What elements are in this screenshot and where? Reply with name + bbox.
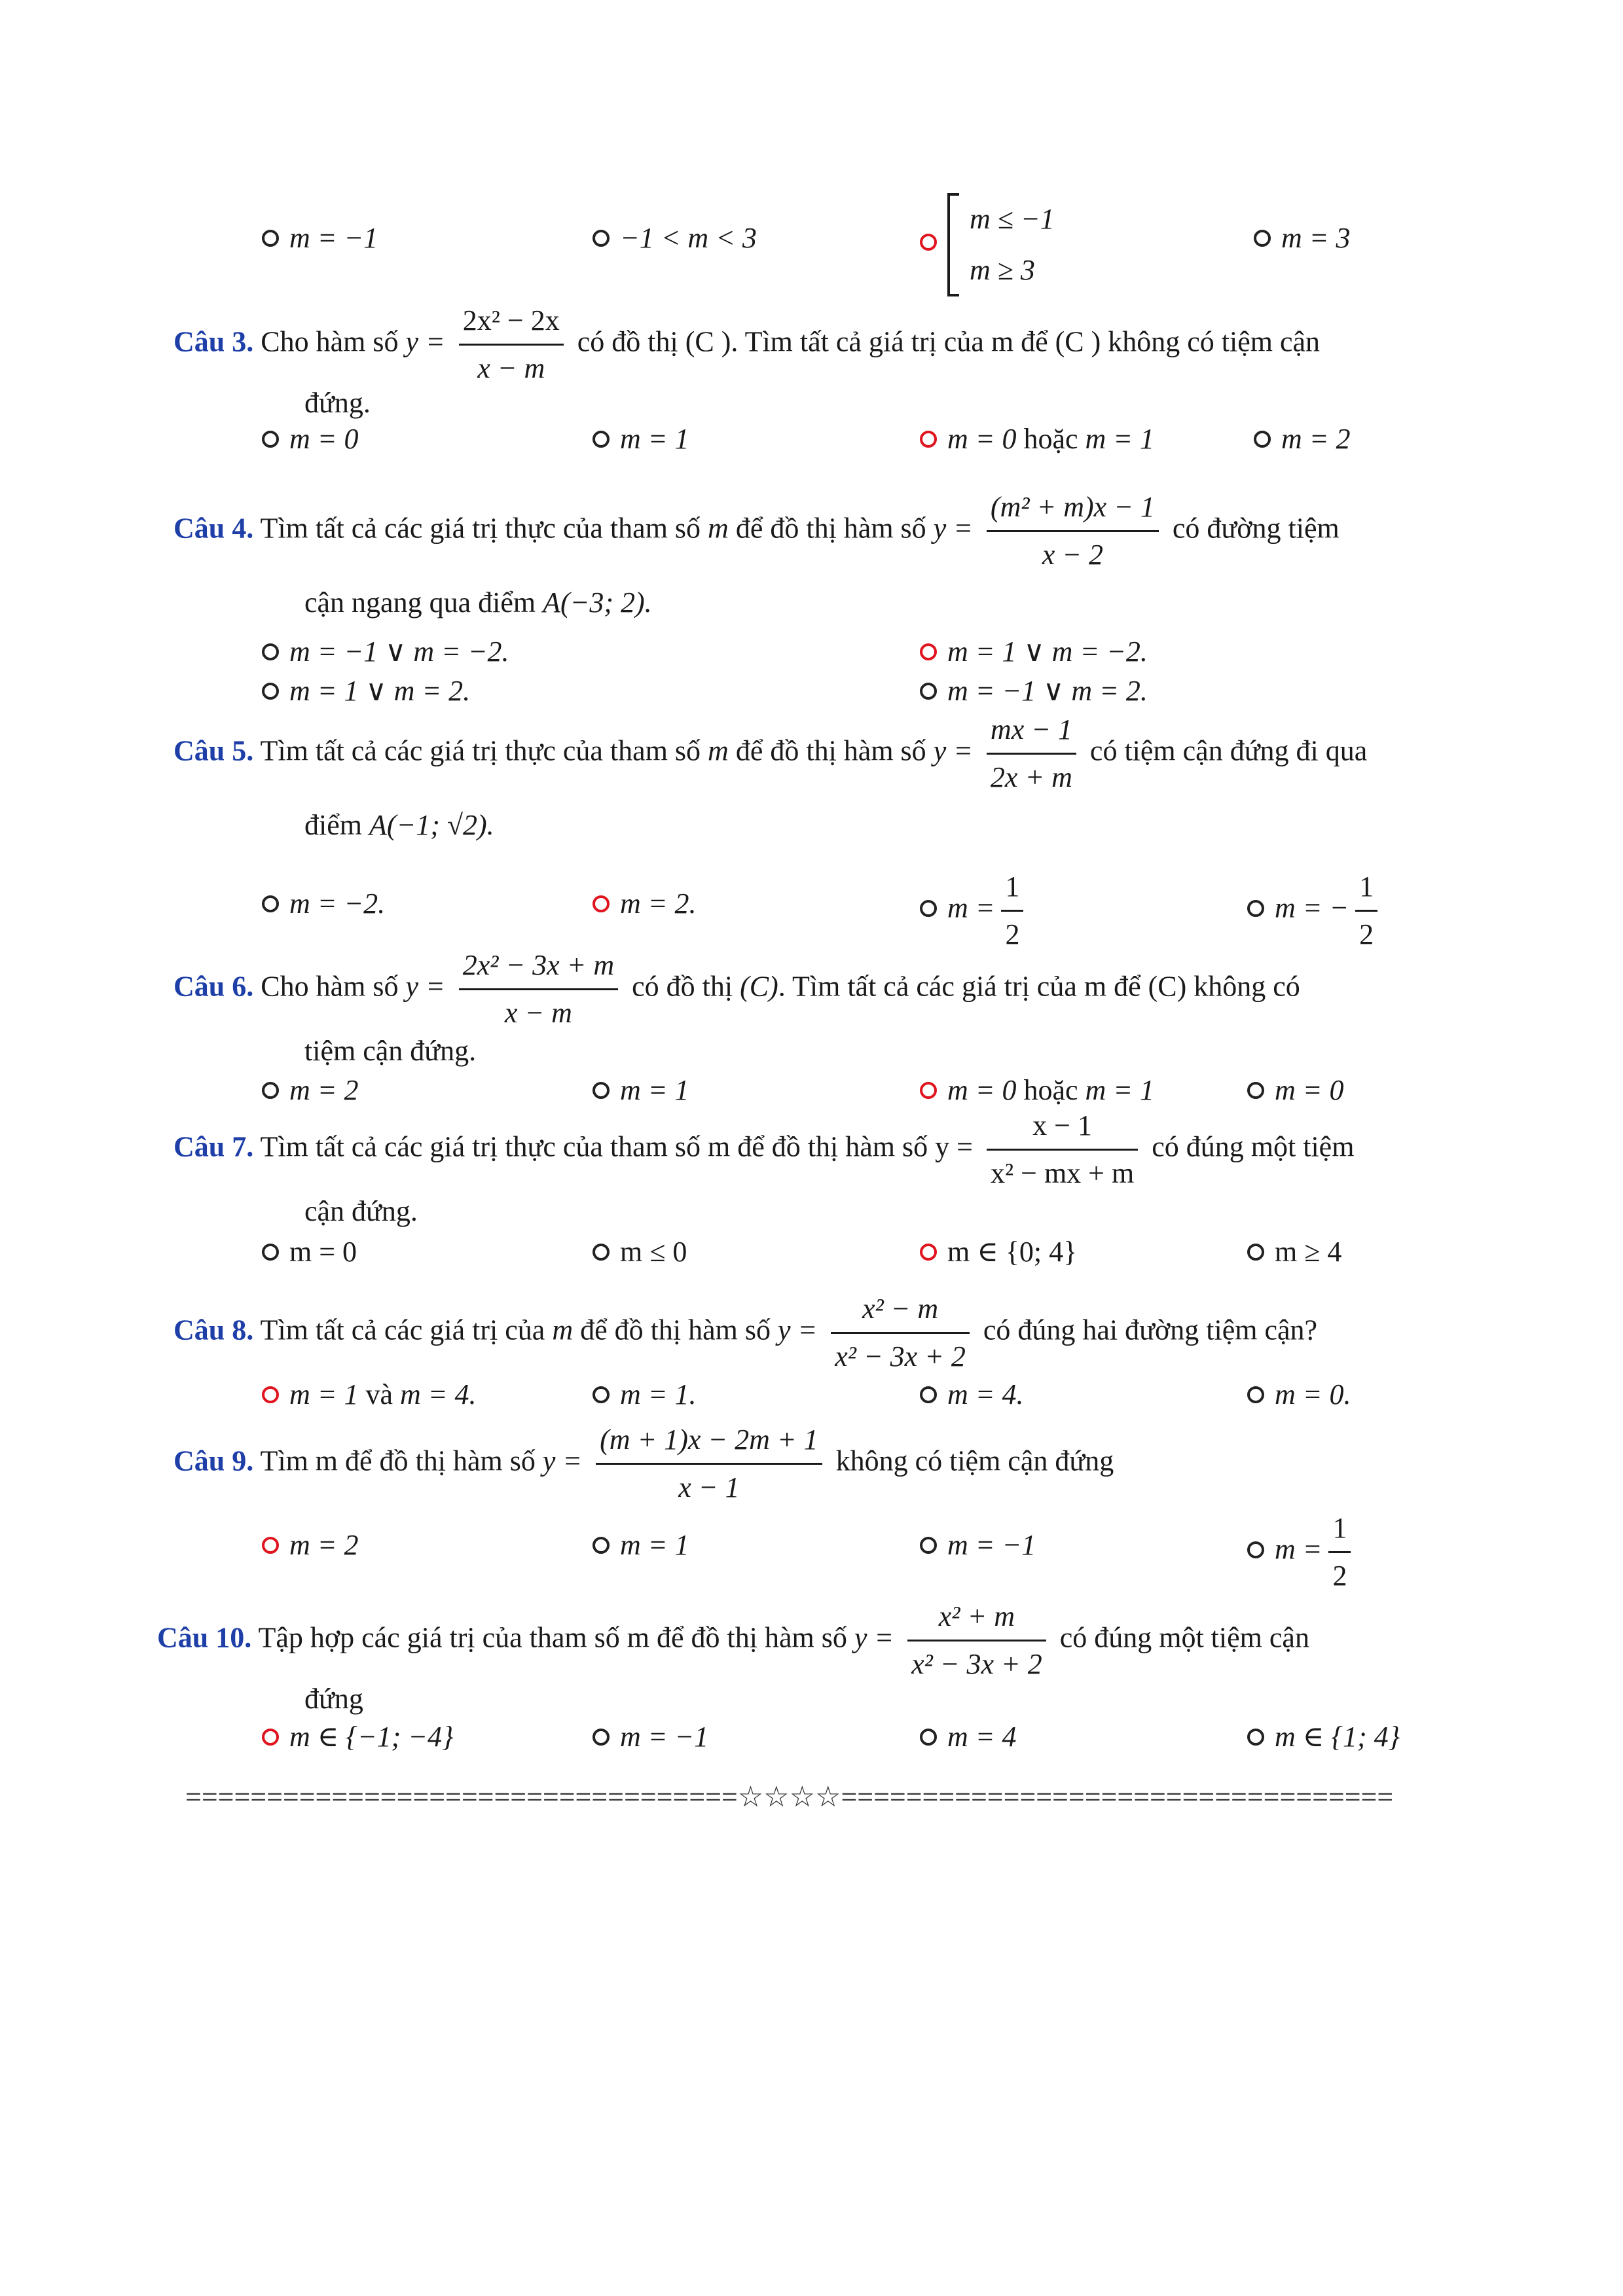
radio-icon	[1247, 1082, 1264, 1099]
question-text: Tìm tất cả các giá trị thực của tham số	[260, 512, 701, 545]
option-text: m = −1 ∨ m = −2.	[289, 636, 509, 668]
radio-icon	[593, 431, 610, 448]
question-label: Câu 5.	[173, 734, 254, 767]
option-c[interactable]	[262, 674, 470, 708]
variable: m	[708, 512, 729, 545]
option-c[interactable]	[920, 1073, 1154, 1107]
option-text: m = 0	[289, 1236, 357, 1268]
fraction	[1328, 1505, 1351, 1599]
option-c[interactable]	[920, 1720, 1016, 1753]
option-text: −1 < m < 3	[620, 222, 757, 254]
question-continuation	[304, 808, 494, 842]
question-text: có đồ thị (C ). Tìm tất cả giá trị của m để (C ) không có tiệm cận	[577, 325, 1321, 358]
fraction	[831, 1286, 970, 1380]
option-a[interactable]	[262, 221, 378, 255]
numerator: 1	[1001, 864, 1023, 912]
option-text: m = 2	[289, 1074, 359, 1106]
section-separator: ==================================☆☆☆☆==================================	[185, 1781, 1394, 1813]
question-text: có đúng hai đường tiệm cận?	[983, 1314, 1318, 1346]
question-8	[173, 1286, 1317, 1380]
fraction	[987, 484, 1159, 578]
question-label: Câu 6.	[173, 970, 254, 1003]
variable: m	[552, 1314, 574, 1346]
option-a[interactable]	[262, 422, 358, 456]
question-7	[173, 1103, 1354, 1196]
numerator: x − 1	[987, 1103, 1138, 1151]
radio-icon	[262, 1082, 279, 1099]
option-text: m = 2.	[620, 888, 697, 920]
option-text: m =	[947, 891, 995, 924]
question-label: Câu 4.	[173, 512, 254, 545]
denominator: x − m	[504, 997, 572, 1029]
question-text: để đồ thị hàm số	[735, 734, 926, 767]
option-text: m ∈ {1; 4}	[1275, 1721, 1400, 1753]
denominator: x − 2	[1042, 539, 1104, 571]
bracket-icon	[947, 193, 959, 296]
option-text: m = 2	[1281, 423, 1351, 455]
option-text: m = −1 ∨ m = 2.	[947, 675, 1148, 707]
denominator: 2	[1005, 918, 1020, 950]
option-c[interactable]	[920, 1235, 1077, 1268]
radio-correct-icon	[920, 234, 937, 251]
question-label: Câu 3.	[173, 325, 254, 358]
graph-symbol: (C)	[740, 970, 778, 1003]
radio-icon	[593, 1244, 610, 1261]
radio-icon	[262, 230, 279, 247]
option-d[interactable]	[1247, 1505, 1357, 1599]
option-line-2: m ≥ 3	[970, 254, 1035, 286]
option-c[interactable]	[920, 193, 1055, 296]
formula-lhs: y =	[933, 512, 973, 545]
option-text: m ∈ {−1; −4}	[289, 1721, 454, 1753]
option-a[interactable]	[262, 1235, 357, 1268]
radio-correct-icon	[920, 643, 937, 660]
question-text: Tìm tất cả các giá trị thực của tham số	[260, 734, 701, 767]
option-text: m = −1	[289, 222, 378, 254]
radio-icon	[1247, 1244, 1264, 1261]
fraction	[459, 942, 618, 1036]
option-b[interactable]	[593, 1528, 689, 1562]
question-continuation: đứng.	[304, 387, 371, 419]
option-text: m ≤ 0	[620, 1236, 687, 1268]
radio-icon	[262, 643, 279, 660]
option-text: m = −1	[620, 1721, 709, 1753]
question-text: có đồ thị	[632, 970, 733, 1003]
denominator: x² − 3x + 2	[835, 1340, 966, 1372]
question-continuation	[304, 586, 652, 619]
radio-correct-icon	[920, 431, 937, 448]
radio-icon	[593, 1082, 610, 1099]
question-text: có tiệm cận đứng đi qua	[1089, 734, 1368, 767]
option-line-1: m ≤ −1	[970, 203, 1055, 235]
option-text: m = 0	[947, 423, 1017, 455]
numerator: 1	[1328, 1505, 1351, 1553]
question-text: Tìm tất cả các giá trị thực của tham số m để đồ thị hàm số	[260, 1130, 928, 1163]
option-text: m = 1	[289, 1378, 359, 1410]
option-text: m = −1	[947, 1529, 1036, 1561]
option-a[interactable]	[262, 1528, 358, 1562]
fraction	[1355, 864, 1377, 958]
radio-icon	[262, 1244, 279, 1261]
option-text: m = 1.	[620, 1378, 697, 1410]
denominator: 2	[1332, 1560, 1347, 1592]
option-text: m = 3	[1281, 222, 1351, 254]
radio-icon	[1254, 230, 1271, 247]
question-text: Cho hàm số	[261, 970, 399, 1003]
option-connector: và	[365, 1378, 393, 1410]
question-9	[173, 1417, 1114, 1511]
question-label: Câu 10.	[157, 1621, 252, 1654]
question-text: Tập hợp các giá trị của tham số m để đồ thị hàm số	[258, 1621, 847, 1654]
option-a[interactable]	[262, 1378, 476, 1411]
radio-icon	[920, 1729, 937, 1746]
radio-correct-icon	[262, 1537, 279, 1554]
option-text: m = 0	[947, 1074, 1017, 1106]
option-text-2: m = 4.	[400, 1378, 477, 1410]
formula-lhs: y =	[854, 1621, 894, 1654]
point: A(−1; √2).	[369, 809, 494, 841]
numerator: (m + 1)x − 2m + 1	[596, 1417, 822, 1465]
option-b[interactable]	[593, 1073, 689, 1107]
formula-lhs: y =	[777, 1314, 818, 1346]
option-text: m = 4.	[947, 1378, 1024, 1410]
radio-icon	[920, 900, 937, 917]
option-c[interactable]	[920, 1528, 1036, 1562]
option-text: m = 2	[289, 1529, 359, 1561]
fraction	[987, 707, 1076, 800]
radio-correct-icon	[920, 1082, 937, 1099]
question-text: Tìm tất cả các giá trị của	[260, 1314, 545, 1346]
radio-icon	[262, 683, 279, 700]
question-10	[157, 1594, 1309, 1687]
question-text: để đồ thị hàm số	[735, 512, 926, 545]
option-c[interactable]	[920, 422, 1154, 456]
formula-lhs: y =	[933, 734, 973, 767]
denominator: 2	[1359, 918, 1374, 950]
option-d[interactable]	[1247, 1073, 1343, 1107]
option-d[interactable]	[1247, 1378, 1351, 1411]
option-text: m = 1 ∨ m = −2.	[947, 636, 1148, 668]
option-text: m = 1	[620, 1074, 689, 1106]
radio-icon	[920, 1537, 937, 1554]
radio-icon	[1247, 900, 1264, 917]
question-continuation: đứng	[304, 1683, 363, 1715]
denominator: x − m	[477, 352, 545, 384]
option-text: m = 0.	[1275, 1378, 1351, 1410]
option-text: m = 1	[620, 423, 689, 455]
option-b[interactable]	[920, 635, 1148, 668]
option-connector: hoặc	[1023, 1074, 1078, 1106]
option-text: m = −	[1275, 891, 1349, 924]
option-d[interactable]	[1247, 1235, 1341, 1268]
option-text: m ∈ {0; 4}	[947, 1236, 1078, 1268]
option-text: m = 1 ∨ m = 2.	[289, 675, 471, 707]
option-text: m = 0	[289, 423, 359, 455]
question-text: . Tìm tất cả các giá trị của m để (C) không có	[778, 970, 1300, 1003]
radio-icon	[1247, 1541, 1264, 1558]
option-text: m ≥ 4	[1275, 1236, 1342, 1268]
formula-lhs: y =	[542, 1444, 583, 1477]
question-text: có đường tiệm	[1172, 512, 1340, 545]
option-a[interactable]	[262, 635, 509, 668]
denominator: x − 1	[678, 1471, 740, 1503]
radio-icon	[920, 1386, 937, 1403]
formula-lhs: y =	[405, 970, 445, 1003]
option-b[interactable]	[593, 221, 757, 255]
question-text: có đúng một tiệm	[1152, 1130, 1355, 1163]
radio-icon	[593, 1386, 610, 1403]
option-d[interactable]	[1254, 422, 1350, 456]
denominator: 2x + m	[990, 761, 1072, 793]
fraction	[987, 1103, 1138, 1196]
option-c[interactable]	[920, 1378, 1023, 1411]
variable: m	[708, 734, 729, 767]
question-continuation: cận đứng.	[304, 1195, 418, 1227]
option-b[interactable]	[593, 1378, 696, 1411]
question-text: không có tiệm cận đứng	[835, 1444, 1114, 1477]
option-text: m = 4	[947, 1721, 1017, 1753]
question-6	[173, 942, 1300, 1036]
option-text: m =	[1275, 1533, 1322, 1566]
option-text-2: m = 1	[1085, 1074, 1154, 1106]
radio-correct-icon	[262, 1729, 279, 1746]
option-a[interactable]	[262, 1720, 454, 1753]
question-text: Tìm m để đồ thị hàm số	[260, 1444, 536, 1477]
radio-icon	[262, 895, 279, 912]
question-continuation: tiệm cận đứng.	[304, 1035, 477, 1067]
option-text-2: m = 1	[1085, 423, 1154, 455]
numerator: 2x² − 3x + m	[459, 942, 618, 990]
question-text: cận ngang qua điểm	[304, 586, 536, 619]
radio-icon	[593, 1729, 610, 1746]
radio-correct-icon	[262, 1386, 279, 1403]
question-text: điểm	[304, 809, 362, 841]
question-label: Câu 7.	[173, 1130, 254, 1163]
option-text: m = 1	[620, 1529, 689, 1561]
question-label: Câu 8.	[173, 1314, 254, 1346]
fraction	[907, 1594, 1046, 1687]
radio-icon	[593, 1537, 610, 1554]
radio-icon	[920, 683, 937, 700]
question-text: Cho hàm số	[261, 325, 399, 358]
option-text: m = 0	[1275, 1074, 1344, 1106]
denominator: x² − 3x + 2	[911, 1648, 1042, 1680]
formula-lhs: y =	[405, 325, 445, 358]
question-5	[173, 707, 1367, 800]
radio-icon	[262, 431, 279, 448]
numerator: 1	[1355, 864, 1377, 912]
option-a[interactable]	[262, 887, 385, 920]
radio-icon	[593, 230, 610, 247]
fraction	[459, 298, 564, 391]
numerator: x² + m	[907, 1594, 1046, 1641]
radio-icon	[1254, 431, 1271, 448]
numerator: x² − m	[831, 1286, 970, 1334]
radio-correct-icon	[593, 895, 610, 912]
radio-correct-icon	[920, 1244, 937, 1261]
option-b[interactable]	[593, 1720, 708, 1753]
denominator: x² − mx + m	[990, 1157, 1135, 1189]
option-d[interactable]	[920, 674, 1148, 708]
question-4	[173, 484, 1340, 578]
fraction	[596, 1417, 822, 1511]
option-d[interactable]	[1247, 1720, 1400, 1753]
option-text: m = −2.	[289, 888, 386, 920]
option-b[interactable]	[593, 422, 689, 456]
option-d[interactable]	[1254, 221, 1350, 255]
option-connector: hoặc	[1023, 423, 1078, 455]
question-label: Câu 9.	[173, 1444, 254, 1477]
radio-icon	[1247, 1386, 1264, 1403]
formula-lhs: y =	[935, 1130, 973, 1163]
point: A(−3; 2).	[543, 586, 652, 619]
numerator: 2x² − 2x	[459, 298, 564, 346]
option-b[interactable]	[593, 1235, 687, 1268]
question-3	[173, 298, 1320, 391]
option-b[interactable]	[593, 887, 696, 920]
radio-icon	[1247, 1729, 1264, 1746]
numerator: (m² + m)x − 1	[987, 484, 1159, 532]
numerator: mx − 1	[987, 707, 1076, 755]
question-text: để đồ thị hàm số	[580, 1314, 771, 1346]
option-a[interactable]	[262, 1073, 358, 1107]
question-text: có đúng một tiệm cận	[1059, 1621, 1309, 1654]
